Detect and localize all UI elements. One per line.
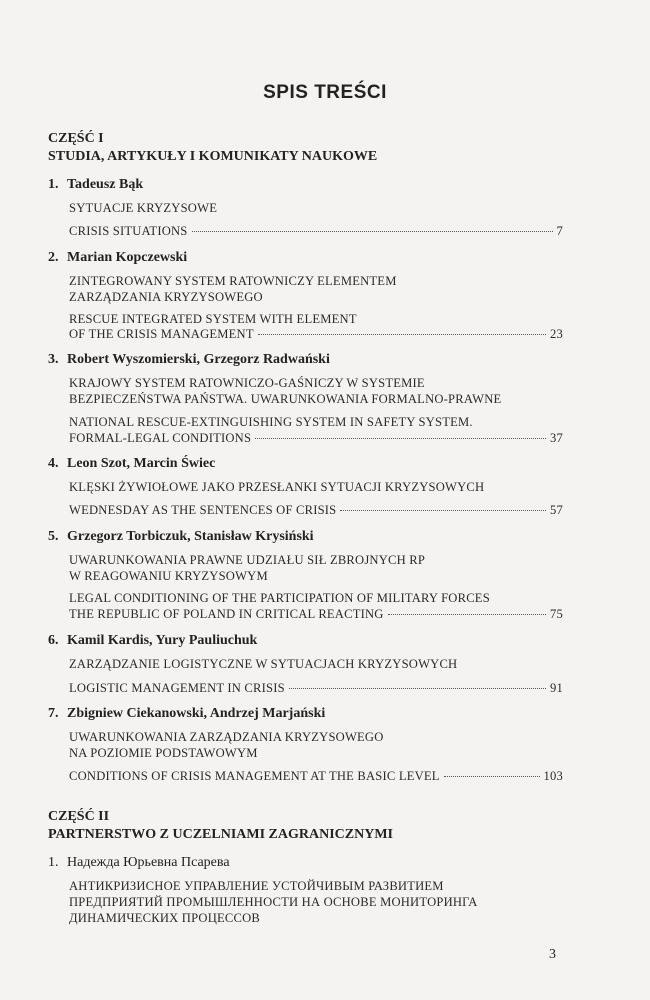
entry-page: 23 (550, 327, 563, 341)
entry-number: 1. (48, 177, 59, 192)
entry-page: 57 (550, 503, 563, 517)
author-names: Zbigniew Ciekanowski, Andrzej Marjański (67, 706, 326, 721)
entry-number: 1. (48, 855, 59, 870)
entry-number: 4. (48, 456, 59, 471)
entry-title-en: OF THE CRISIS MANAGEMENT (69, 327, 254, 341)
entry-title-pl: NA POZIOMIE PODSTAWOWYM (69, 746, 258, 760)
entry-title-en: WEDNESDAY AS THE SENTENCES OF CRISIS (69, 503, 337, 517)
entry-number: 2. (48, 250, 59, 265)
toc-entry-7-authors[interactable] (48, 706, 325, 722)
dot-leader (255, 437, 546, 439)
entry-title-en: CRISIS SITUATIONS (69, 224, 188, 238)
entry-title-en: RESCUE INTEGRATED SYSTEM WITH ELEMENT (69, 312, 357, 326)
entry-title-pl: SYTUACJE KRYZYSOWE (69, 201, 218, 215)
toc-entry-6-authors[interactable] (48, 633, 257, 649)
entry-number: 3. (48, 352, 59, 367)
entry-title-en: LEGAL CONDITIONING OF THE PARTICIPATION OF MILITARY FORCES (69, 591, 490, 605)
entry-page: 7 (556, 224, 563, 238)
toc-entry-5-link[interactable] (69, 607, 563, 622)
toc-entry-1-authors[interactable] (48, 177, 143, 193)
toc-entry-4-authors[interactable] (48, 456, 215, 472)
author-names: Marian Kopczewski (67, 250, 188, 265)
entry-title-en: FORMAL-LEGAL CONDITIONS (69, 431, 252, 445)
entry-title-pl: KLĘSKI ŻYWIOŁOWE JAKO PRZESŁANKI SYTUACJI KRYZYSOWYCH (69, 480, 485, 494)
toc-entry-6-link[interactable] (69, 681, 563, 696)
part-2-label: CZĘŚĆ II (48, 809, 110, 824)
page-number: 3 (549, 947, 556, 962)
entry-title-pl: ZARZĄDZANIA KRYZYSOWEGO (69, 290, 263, 304)
dot-leader (388, 613, 546, 615)
entry-title-en: NATIONAL RESCUE-EXTINGUISHING SYSTEM IN SAFETY SYSTEM. (69, 415, 473, 429)
entry-title-ru: ПРЕДПРИЯТИЙ ПРОМЫШЛЕННОСТИ НА ОСНОВЕ МОНИТОРИНГА (69, 895, 478, 909)
entry-page: 91 (550, 681, 563, 695)
toc-entry-3-link[interactable] (69, 431, 563, 446)
entry-title-ru: АНТИКРИЗИСНОЕ УПРАВЛЕНИЕ УСТОЙЧИВЫМ РАЗВИТИЕМ (69, 879, 444, 893)
toc-entry-7-link[interactable] (69, 769, 563, 784)
author-names: Надежда Юрьевна Псарева (67, 855, 230, 870)
entry-number: 5. (48, 529, 59, 544)
toc-entry-3-authors[interactable] (48, 352, 330, 368)
part-1-title: STUDIA, ARTYKUŁY I KOMUNIKATY NAUKOWE (48, 149, 378, 164)
toc-entry-2-link[interactable] (69, 327, 563, 342)
toc-entry-1-link[interactable] (69, 224, 563, 239)
entry-title-en: CONDITIONS OF CRISIS MANAGEMENT AT THE BASIC LEVEL (69, 769, 440, 783)
toc-entry-2-authors[interactable] (48, 250, 187, 266)
part-2-title: PARTNERSTWO Z UCZELNIAMI ZAGRANICZNYMI (48, 827, 394, 842)
dot-leader (192, 230, 553, 232)
dot-leader (289, 687, 546, 689)
entry-title-en: LOGISTIC MANAGEMENT IN CRISIS (69, 681, 285, 695)
dot-leader (340, 509, 546, 511)
entry-number: 7. (48, 706, 59, 721)
entry-title-pl: KRAJOWY SYSTEM RATOWNICZO-GAŚNICZY W SYSTEMIE (69, 376, 425, 390)
entry-page: 103 (543, 769, 563, 783)
entry-title-pl: UWARUNKOWANIA PRAWNE UDZIAŁU SIŁ ZBROJNYCH RP (69, 553, 426, 567)
author-names: Tadeusz Bąk (67, 177, 144, 192)
dot-leader (444, 775, 540, 777)
entry-title-pl: UWARUNKOWANIA ZARZĄDZANIA KRYZYSOWEGO (69, 730, 384, 744)
author-names: Grzegorz Torbiczuk, Stanisław Krysiński (67, 529, 314, 544)
entry-page: 37 (550, 431, 563, 445)
author-names: Leon Szot, Marcin Świec (67, 456, 216, 471)
toc-entry-ii-1-authors[interactable] (48, 855, 230, 871)
entry-page: 75 (550, 607, 563, 621)
entry-title-pl: ZARZĄDZANIE LOGISTYCZNE W SYTUACJACH KRYZYSOWYCH (69, 657, 458, 671)
page-title: SPIS TREŚCI (263, 82, 387, 103)
entry-title-pl: W REAGOWANIU KRYZYSOWYM (69, 569, 268, 583)
entry-title-ru: ДИНАМИЧЕСКИХ ПРОЦЕССОВ (69, 911, 261, 925)
dot-leader (258, 333, 546, 335)
part-1-label: CZĘŚĆ I (48, 131, 104, 146)
entry-title-pl: BEZPIECZEŃSTWA PAŃSTWA. UWARUNKOWANIA FORMALNO-PRAWNE (69, 392, 502, 406)
toc-entry-4-link[interactable] (69, 503, 563, 518)
entry-number: 6. (48, 633, 59, 648)
entry-title-pl: ZINTEGROWANY SYSTEM RATOWNICZY ELEMENTEM (69, 274, 397, 288)
author-names: Robert Wyszomierski, Grzegorz Radwański (67, 352, 330, 367)
author-names: Kamil Kardis, Yury Pauliuchuk (67, 633, 258, 648)
entry-title-en: THE REPUBLIC OF POLAND IN CRITICAL REACTING (69, 607, 384, 621)
toc-entry-5-authors[interactable] (48, 529, 314, 545)
